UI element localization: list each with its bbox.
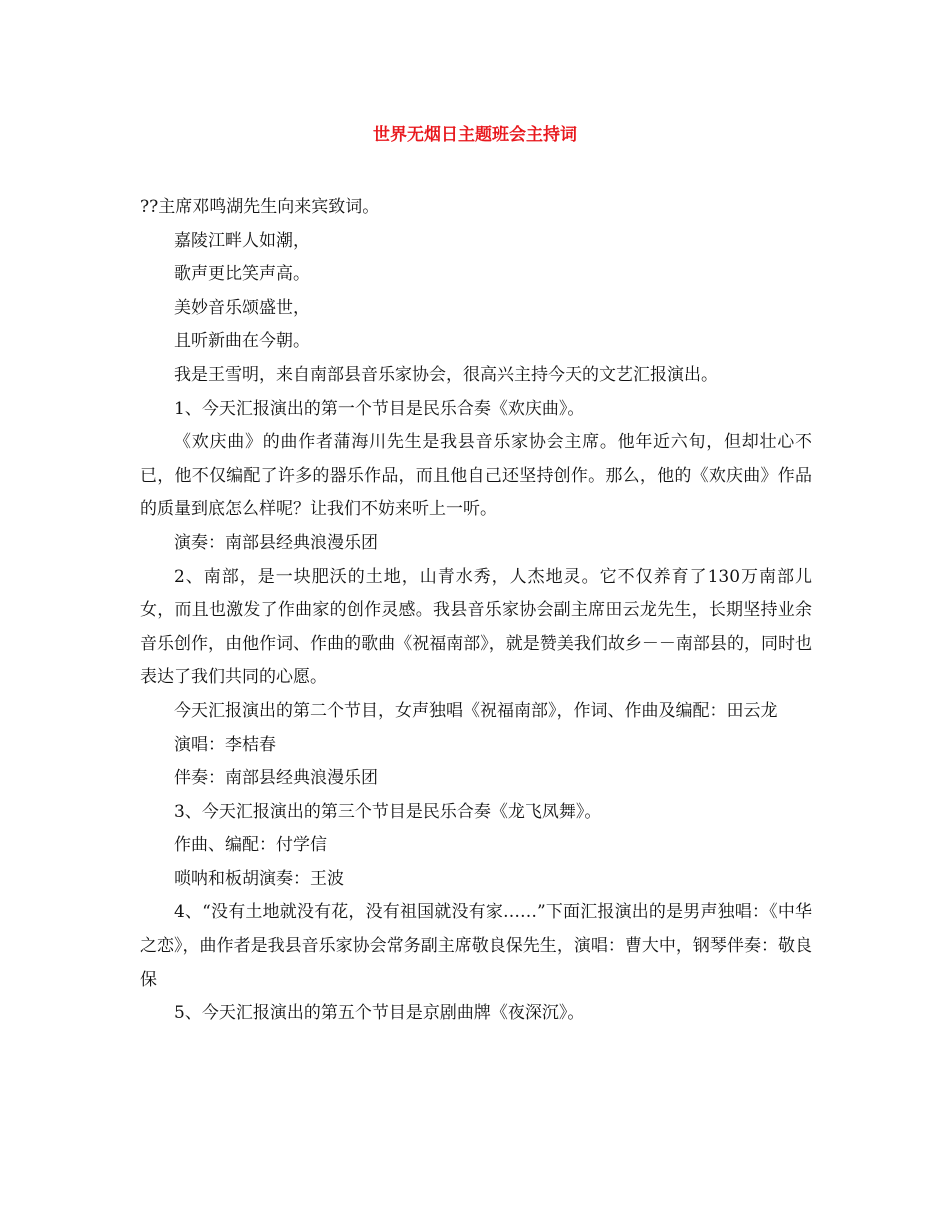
paragraph: 演唱：李桔春 [174, 734, 276, 755]
paragraph: 演奏：南部县经典浪漫乐团 [174, 532, 378, 553]
poem-line: 嘉陵江畔人如潮， [174, 230, 310, 251]
paragraph: 唢呐和板胡演奏：王波 [174, 868, 344, 889]
paragraph: 1、今天汇报演出的第一个节目是民乐合奏《欢庆曲》。 [174, 398, 585, 419]
document-title: 世界无烟日主题班会主持词 [373, 125, 577, 145]
paragraph: 4、“没有土地就没有花，没有祖国就没有家……”下面汇报演出的是男声独唱：《中华之恋》，曲作者是我县音乐家协会常务副主席敬良保先生，演唱：曹大中，钢琴伴奏：敬良保 [140, 902, 812, 990]
paragraph: 今天汇报演出的第二个节目，女声独唱《祝福南部》，作词、作曲及编配：田云龙 [174, 700, 778, 721]
paragraph: 3、今天汇报演出的第三个节目是民乐合奏《龙飞凤舞》。 [174, 801, 602, 822]
paragraph: 我是王雪明，来自南部县音乐家协会，很高兴主持今天的文艺汇报演出。 [174, 364, 718, 385]
paragraph: 作曲、编配：付学信 [174, 835, 327, 856]
paragraph: 5、今天汇报演出的第五个节目是京剧曲牌《夜深沉》。 [174, 1003, 585, 1024]
poem-line: 且听新曲在今朝。 [174, 331, 310, 352]
poem-line: 歌声更比笑声高。 [174, 264, 310, 285]
document-body [140, 191, 812, 1031]
paragraph: 伴奏：南部县经典浪漫乐团 [174, 768, 378, 789]
paragraph: 《欢庆曲》的曲作者蒲海川先生是我县音乐家协会主席。他年近六旬，但却壮心不已，他不仅编配了许多的器乐作品，而且他自己还坚持创作。那么，他的《欢庆曲》作品的质量到底怎么样呢？让我们不妨来听上一听。 [140, 432, 812, 520]
paragraph: 2、南部，是一块肥沃的土地，山青水秀，人杰地灵。它不仅养育了130万南部儿女，而且也激发了作曲家的创作灵感。我县音乐家协会副主席田云龙先生，长期坚持业余音乐创作，由他作词、作曲的歌曲《祝福南部》，就是赞美我们故乡－－南部县的，同时也表达了我们共同的心愿。 [140, 566, 812, 688]
paragraph: ??主席邓鸣湖先生向来宾致词。 [140, 197, 380, 217]
poem-line: 美妙音乐颂盛世， [174, 297, 310, 318]
